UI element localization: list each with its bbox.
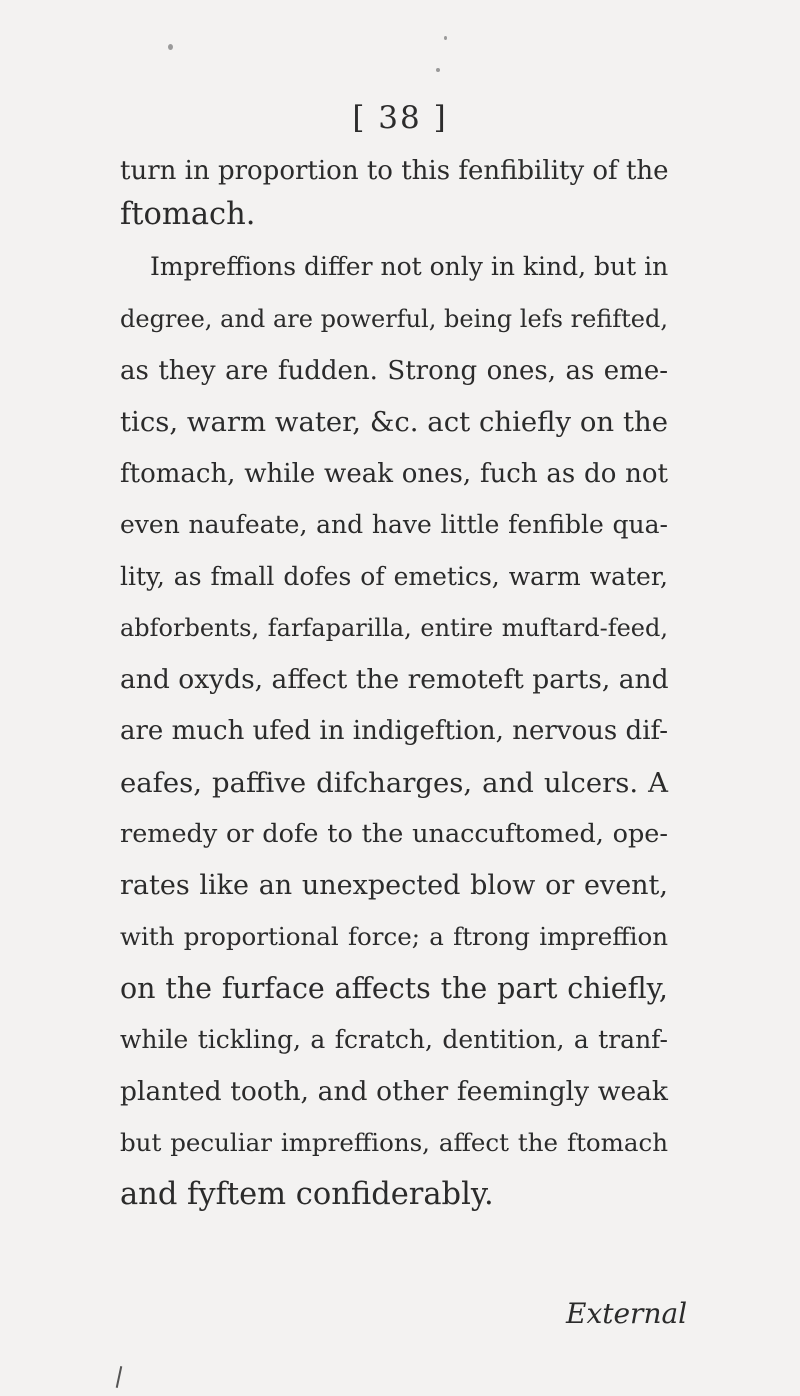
text-line: while tickling, a fcratch, dentition, a tranf-: [120, 1025, 668, 1054]
text-line: rates like an unexpected blow or event,: [120, 870, 668, 901]
page-number: [ 38 ]: [352, 100, 448, 136]
ink-speck: [444, 36, 447, 40]
text-line: remedy or dofe to the unaccuftomed, ope-: [120, 819, 668, 849]
text-line: planted tooth, and other feemingly weak: [120, 1076, 668, 1107]
catchword: External: [566, 1297, 688, 1330]
text-line: eafes, paffive difcharges, and ulcers. A: [120, 767, 668, 799]
text-line: are much ufed in indigeftion, nervous dif-: [120, 716, 668, 746]
text-line: with proportional force; a ftrong impreffion: [120, 922, 668, 951]
text-line: turn in proportion to this fenfibility of the: [120, 156, 669, 186]
text-line: degree, and are powerful, being lefs refifted,: [120, 305, 668, 333]
text-line: and fyftem confiderably.: [120, 1177, 494, 1212]
text-line: but peculiar impreffions, affect the ftomach: [120, 1128, 668, 1157]
text-line: and oxyds, affect the remoteft parts, and: [120, 664, 669, 695]
text-line: on the furface affects the part chiefly,: [120, 972, 668, 1005]
text-line: even naufeate, and have little fenfible qua-: [120, 510, 668, 539]
text-line: ftomach, while weak ones, fuch as do not: [120, 459, 668, 489]
pencil-mark: [116, 1366, 123, 1388]
text-line: Impreffions differ not only in kind, but in: [150, 252, 669, 281]
text-line: as they are fudden. Strong ones, as eme-: [120, 356, 668, 386]
text-line: tics, warm water, &c. act chiefly on the: [120, 406, 668, 438]
text-line: abforbents, farfaparilla, entire muftard-feed,: [120, 614, 668, 642]
text-line: ftomach.: [120, 197, 256, 232]
ink-speck: [436, 68, 440, 72]
ink-speck: [168, 44, 173, 50]
text-line: lity, as fmall dofes of emetics, warm water,: [120, 562, 668, 591]
